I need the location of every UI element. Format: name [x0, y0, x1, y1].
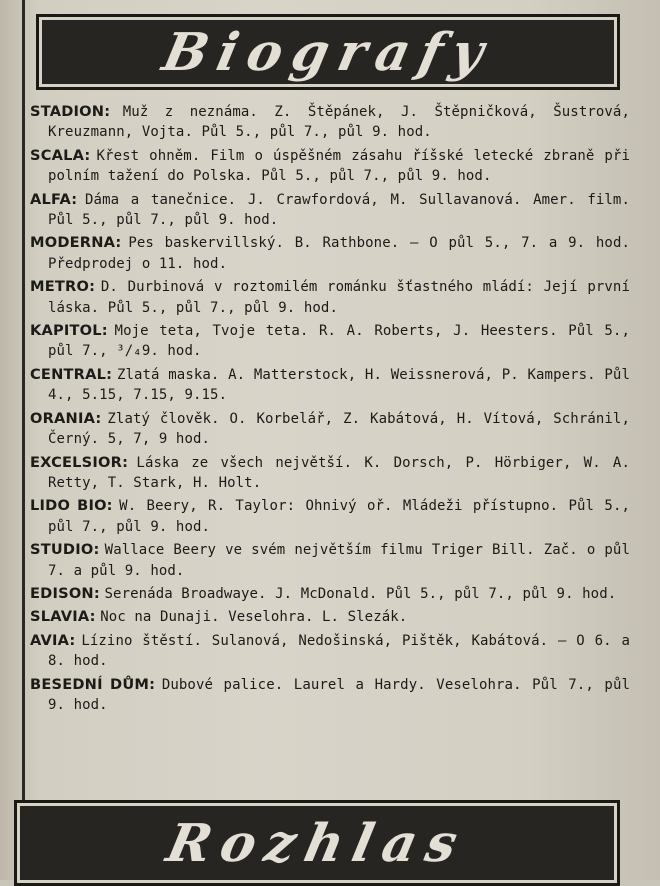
listing-text: Dáma a tanečnice. J. Crawfordová, M. Sullavanová. Amer. film. Půl 5., půl 7., půl 9. hod.: [48, 191, 630, 229]
listing-entry: [30, 409, 630, 450]
venue-name: LIDO BIO:: [30, 497, 113, 515]
listing-entry: [30, 321, 630, 362]
listing-entry: [30, 190, 630, 231]
venue-name: MODERNA:: [30, 234, 122, 252]
listing-text: Láska ze všech největší. K. Dorsch, P. Hörbiger, W. A. Retty, T. Stark, H. Holt.: [48, 454, 630, 491]
listing-text: Pes baskervillský. B. Rathbone. — O půl 5., 7. a 9. hod. Předprodej o 11. hod.: [48, 235, 631, 272]
listing-text: Zlatý člověk. O. Korbelář, Z. Kabátová, H. Vítová, Schránil, Černý. 5, 7, 9 hod.: [48, 410, 630, 448]
listing-text: Noc na Dunaji. Veselohra. L. Slezák.: [100, 609, 408, 626]
listing-text: Muž z neznáma. Z. Štěpánek, J. Štěpničková, Šustrová, Kreuzmann, Vojta. Půl 5., půl 7., půl 9. hod.: [48, 104, 630, 141]
venue-name: AVIA:: [30, 631, 76, 649]
venue-name: ALFA:: [30, 190, 78, 208]
venue-name: BESEDNÍ DŮM:: [30, 675, 156, 693]
venue-name: SLAVIA:: [30, 608, 96, 626]
venue-name: STUDIO:: [30, 541, 100, 559]
listing-text: Lízino štěstí. Sulanová, Nedošinská, Pištěk, Kabátová. — O 6. a 8. hod.: [48, 632, 631, 670]
column-divider: [22, 0, 25, 880]
listing-text: Moje teta, Tvoje teta. R. A. Roberts, J. Heesters. Půl 5., půl 7., ³/₄9. hod.: [48, 323, 630, 360]
venue-name: EDISON:: [30, 584, 100, 602]
section-header-banner: [36, 14, 620, 90]
listing-text: Serenáda Broadwaye. J. McDonald. Půl 5., půl 7., půl 9. hod.: [104, 585, 617, 602]
listing-text: W. Beery, R. Taylor: Ohnivý oř. Mládeži přístupno. Půl 5., půl 7., půl 9. hod.: [48, 498, 630, 535]
listing-entry: [30, 146, 630, 187]
listing-text: Dubové palice. Laurel a Hardy. Veselohra. Půl 7., půl 9. hod.: [48, 676, 630, 713]
listing-entry: [30, 277, 630, 318]
venue-name: SCALA:: [30, 146, 91, 164]
venue-name: METRO:: [30, 278, 96, 296]
listing-text: Zlatá maska. A. Matterstock, H. Weissnerová, P. Kampers. Půl 4., 5.15, 7.15, 9.15.: [48, 366, 630, 404]
venue-name: EXCELSIOR:: [30, 453, 129, 471]
listing-entry: [30, 453, 630, 494]
listing-text: Křest ohněm. Film o úspěšném zásahu říšské letecké zbraně při polním tažení do Polska. Půl 5., půl 7., půl 9. hod.: [48, 147, 630, 185]
listing-entry: [30, 496, 630, 537]
listing-entry: [30, 365, 630, 406]
listing-entry: [30, 675, 630, 716]
venue-name: ORANIA:: [30, 409, 102, 427]
listing-entry: [30, 584, 630, 604]
listing-entry: [30, 102, 630, 143]
venue-name: STADION:: [30, 103, 111, 120]
next-section-banner: [14, 800, 620, 886]
listing-entry: [30, 233, 630, 274]
next-section-title: Rozhlas: [161, 812, 473, 874]
listing-text: Wallace Beery ve svém největším filmu Triger Bill. Zač. o půl 7. a půl 9. hod.: [48, 542, 630, 579]
cinema-listings: [30, 102, 630, 718]
listing-text: D. Durbinová v roztomilém románku šťastného mládí: Její první láska. Půl 5., půl 7., půl 9. hod.: [48, 279, 630, 316]
listing-entry: [30, 607, 630, 627]
listing-entry: [30, 540, 630, 581]
venue-name: KAPITOL:: [30, 322, 108, 340]
listing-entry: [30, 631, 630, 672]
section-title: Biografy: [157, 21, 499, 83]
venue-name: CENTRAL:: [30, 365, 113, 383]
